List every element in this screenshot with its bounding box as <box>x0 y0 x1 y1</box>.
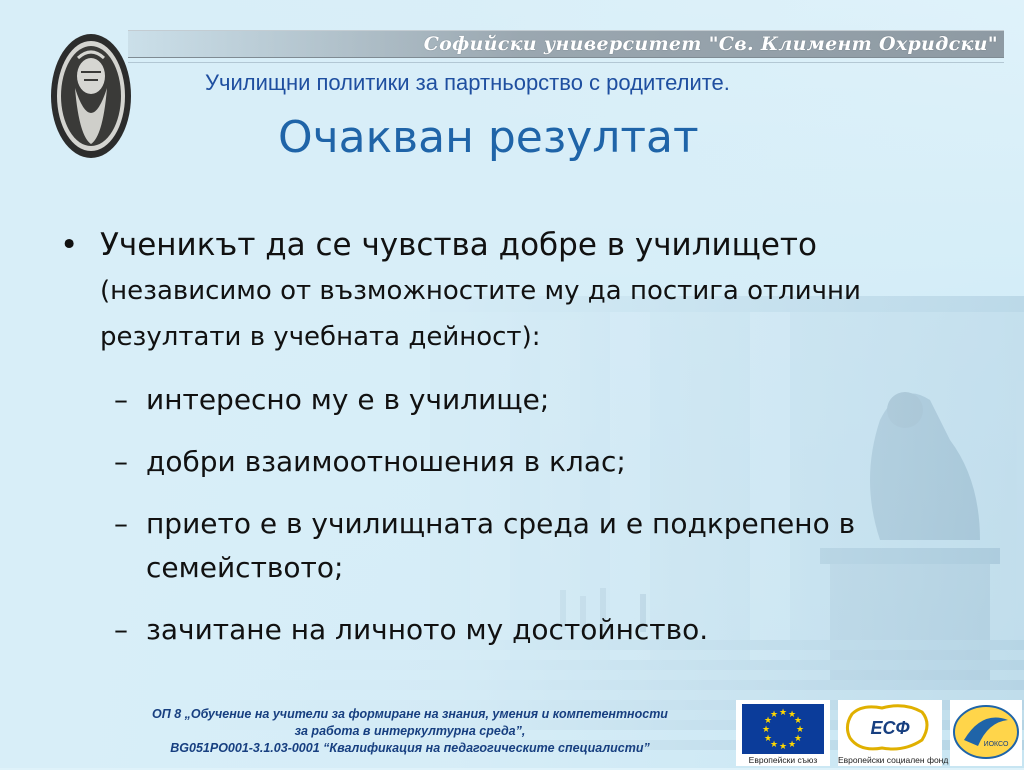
eu-flag-icon <box>736 700 830 754</box>
svg-text:★: ★ <box>769 740 779 750</box>
header-divider <box>128 62 1004 63</box>
university-name: Софийски университет "Св. Климент Охридски" <box>423 33 998 55</box>
svg-text:★: ★ <box>795 725 805 735</box>
svg-text:★: ★ <box>787 740 797 750</box>
ioks-mark: ИОКСО <box>983 741 1009 748</box>
slide-content <box>56 222 956 652</box>
sub-bullet-text: добри взаимоотношения в клас; <box>146 445 626 478</box>
bullet-note: (независимо от възможностите му да постига отлични резултати в учебната дейност): <box>100 276 861 352</box>
svg-text:★: ★ <box>793 734 803 744</box>
dash-marker: – <box>114 507 128 540</box>
sub-bullet-text: интересно му е в училище; <box>146 383 550 416</box>
sub-bullet-item <box>56 440 956 484</box>
svg-text:★: ★ <box>761 725 771 735</box>
footer-project-info <box>100 706 720 757</box>
header-bar <box>128 30 1004 58</box>
svg-text:★: ★ <box>769 710 779 720</box>
footer-line: BG051PO001-3.1.03-0001 “Квалификация на педагогическите специалисти” <box>170 741 650 755</box>
sub-bullet-item <box>56 378 956 422</box>
university-seal-logo <box>48 30 134 162</box>
bullet-marker: • <box>60 227 79 263</box>
svg-text:★: ★ <box>763 734 773 744</box>
esf-caption: Европейски социален фонд <box>838 755 949 765</box>
sub-bullet-text: прието е в училищната среда и е подкрепено в семейството; <box>146 507 856 584</box>
esf-map-icon <box>838 700 942 754</box>
svg-text:★: ★ <box>778 742 788 752</box>
ioks-logo <box>950 700 1022 766</box>
svg-text:★: ★ <box>793 716 803 726</box>
sub-bullet-text: зачитане на личното му достойнство. <box>146 613 709 646</box>
svg-text:★: ★ <box>763 716 773 726</box>
eu-caption: Европейски съюз <box>748 755 818 765</box>
bullet-main <box>56 222 956 360</box>
svg-text:★: ★ <box>787 710 797 720</box>
dash-marker: – <box>114 383 128 416</box>
slide-subtitle: Училищни политики за партньорство с родителите. <box>205 70 730 95</box>
eu-flag-logo <box>736 700 830 766</box>
esf-mark: ЕСФ <box>870 718 910 738</box>
esf-logo <box>838 700 949 766</box>
slide-title: Очакван резултат <box>278 112 699 163</box>
svg-text:★: ★ <box>778 708 788 718</box>
sub-bullet-item <box>56 502 956 590</box>
bullet-main-text: Ученикът да се чувства добре в училището <box>100 227 817 263</box>
sub-bullet-item <box>56 608 956 652</box>
footer-line: за работа в интеркултурна среда”, <box>294 724 526 738</box>
footer-line: ОП 8 „Обучение на учители за формиране на знания, умения и компетентности <box>152 707 668 721</box>
dash-marker: – <box>114 613 128 646</box>
ioks-emblem-icon <box>950 700 1022 766</box>
dash-marker: – <box>114 445 128 478</box>
